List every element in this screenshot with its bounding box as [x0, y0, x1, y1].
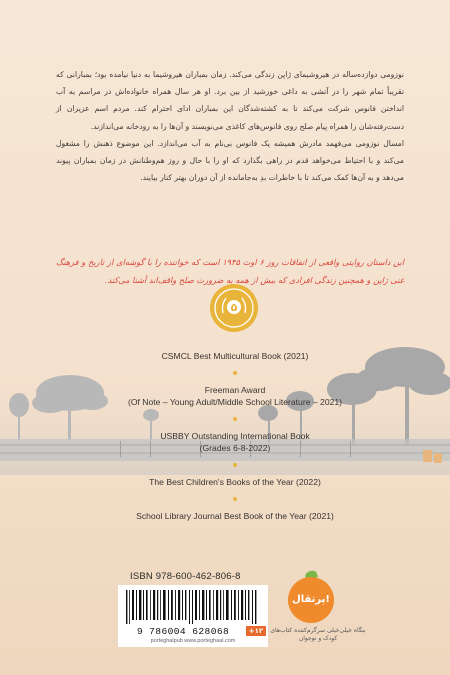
barcode-icon — [124, 590, 262, 624]
award-item: (Grades 6-8-2022) — [199, 443, 271, 453]
award-item: USBBY Outstanding International Book — [160, 431, 310, 441]
award-item: Freeman Award — [204, 385, 266, 395]
award-item: The Best Children's Books of the Year (2022) — [149, 477, 321, 487]
synopsis-paragraph-1: نوزومی دوازده‌ساله در هیروشیمای ژاپن زندگی می‌کند. زمان بمباران هیروشیما به دنیا نیامده بود؛ بمبارانی که تقریباً تمام شهر را در آتشی به داغی خورشید از بین برد. او هر سال همراه خانواده‌اش در مراسم به آب انداختن فانوس شرکت می‌کند تا به کشته‌شدگان این بمباران ادای احترام کند. مردم اسم عزیزان از دست‌رفته‌شان را همراه پیام صلح روی فانوس‌های کاغذی می‌نویسند و آن‌ها را به رودخانه می‌اندازند. — [56, 70, 404, 131]
award-item: (Of Note – Young Adult/Middle School Literature – 2021) — [127, 397, 343, 407]
synopsis-text — [56, 66, 404, 186]
publisher-tagline: بنگاه خیلی‌خیلی سرگرم‌کننده کتاب‌های کودک و نوجوان — [270, 627, 366, 642]
award-separator-dot — [233, 497, 237, 501]
award-medal-icon — [209, 283, 259, 333]
awards-list — [80, 340, 390, 522]
synopsis-paragraph-2: امسال نوزومی می‌فهمد مادرش همیشه یک فانوس بی‌نام به آب می‌اندازد. این موضوع ذهنش را مشغول می‌کند و با احتیاط می‌خواهد قدم در راهی بگذارد که او را با حال و روز هم‌وطنانش در زمان بمباران پیوند می‌دهد و به آن‌ها کمک می‌کند تا با خاطرات بدِ به‌جامانده از آن دوران بهتر کنار بیایند. — [56, 138, 404, 183]
award-separator-dot — [233, 371, 237, 375]
award-separator-dot — [233, 417, 237, 421]
award-item: School Library Journal Best Book of the Year (2021) — [136, 511, 334, 521]
publisher-logo: پرتقال! — [288, 577, 334, 623]
award-item: CSMCL Best Multicultural Book (2021) — [161, 351, 309, 361]
highlight-quote: این داستان روایتی واقعی از اتفاقات روز ۶ اوت ۱۹۴۵ است که خواننده را با گوشه‌ای از تاریخ و فرهنگ غنی ژاپن و همچنین زندگی افرادی که بیش از همه به ضرورت صلح واقف‌اند آشنا می‌کند. — [56, 257, 404, 285]
isbn-label: ISBN 978-600-462-806-8 — [130, 571, 241, 582]
medal-number: ۵ — [230, 301, 238, 314]
publisher-social-handle: porteghalpub www.porteghaal.com — [150, 638, 236, 644]
age-rating-badge: +۱۲ — [246, 626, 266, 636]
award-separator-dot — [233, 463, 237, 467]
barcode-number: 9 786004 628068 — [136, 626, 230, 637]
